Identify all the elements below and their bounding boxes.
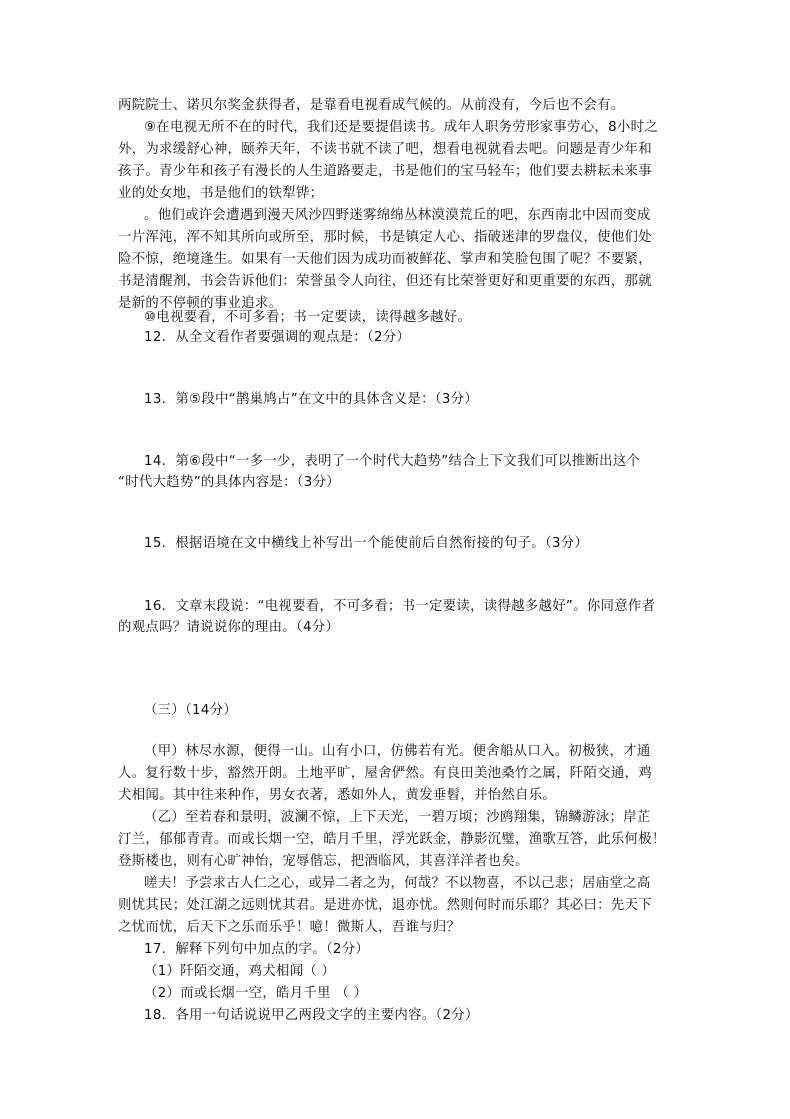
passage-yi-line: 汀兰，郁郁青青。而或长烟一空，皓月千里，浮光跃金，静影沉璧，渔歌互答，此乐何极！ (118, 832, 666, 847)
question-16-line2: 的观点吗？请说说你的理由。（4分） (118, 620, 340, 635)
blank-paragraph-line: 书是清醒剂，书会告诉他们：荣誉虽令人向往，但还有比荣誉更好和更重要的东西，那就 (118, 274, 652, 289)
passage-yi-line: 登斯楼也，则有心旷神怡，宠辱偕忘，把酒临风，其喜洋洋者也矣。 (118, 854, 529, 869)
question-12: 12．从全文看作者要强调的观点是：（2分） (144, 330, 411, 345)
section-heading: （三）（14分） (144, 703, 238, 718)
question-14-line1: 14．第⑥段中“一多一少，表明了一个时代大趋势”结合上下文我们可以推断出这个 (144, 454, 641, 469)
question-16-line1: 16．文章末段说：“电视要看，不可多看；书一定要读，读得越多越好”。你同意作者 (144, 599, 656, 614)
passage-jie-line: 之忧而忧，后天下之乐而乐乎！噫！微斯人，吾谁与归？ (118, 920, 461, 935)
question-13: 13．第⑤段中“鹊巢鸠占”在文中的具体含义是：（3分） (144, 392, 479, 407)
question-17-item-1: （1）阡陌交通，鸡犬相闻（ ） (144, 964, 336, 979)
passage-jie-line: 则忧其民；处江湖之远则忧其君。是进亦忧，退亦忧。然则何时而乐耶？其必曰：先天下 (118, 898, 652, 913)
paragraph-9-line: ⑨在电视无所不在的时代，我们还是要提倡读书。成年人职务劳形家事劳心，8小时之 (144, 120, 658, 135)
paragraph-9-line: 业的处女地，书是他们的铁犁铧； (118, 186, 324, 201)
passage-yi-line: （乙）至若春和景明，波澜不惊，上下天光，一碧万顷；沙鸥翔集，锦鳞游泳；岸芷 (144, 810, 651, 825)
blank-paragraph-line: 险不惊，绝境逢生。如果有一天他们因为成功而被鲜花、掌声和笑脸包围了呢？不要紧， (118, 252, 652, 267)
paragraph-10: ⑩电视要看，不可多看；书一定要读，读得越多越好。 (144, 310, 472, 325)
question-14-line2: “时代大趋势”的具体内容是：（3分） (118, 475, 340, 490)
question-17: 17．解释下列句中加点的字。（2分） (144, 942, 370, 957)
passage-jia-line: 犬相闻。其中往来种作，男女衣著，悉如外人，黄发垂髫，并怡然自乐。 (118, 788, 557, 803)
blank-paragraph-line: 。他们或许会遭遇到漫天风沙四野迷雾绵绵丛林漠漠荒丘的吧，东西南北中因而变成 (144, 208, 651, 223)
blank-paragraph-line: 一片浑沌，浑不知其所向或所至，那时候，书是镇定人心、指破迷津的罗盘仪，使他们处 (118, 230, 652, 245)
text-line: 两院院士、诺贝尔奖金获得者，是靠看电视看成气候的。从前没有，今后也不会有。 (118, 98, 625, 113)
paragraph-9-line: 孩子。青少年和孩子有漫长的人生道路要走，书是他们的宝马轻车；他们要去耕耘未来事 (118, 164, 652, 179)
question-17-item-2: （2）而或长烟一空，皓月千里 （ ） (144, 986, 368, 1001)
passage-jie-line: 嗟夫！予尝求古人仁之心，或异二者之为，何哉？不以物喜，不以己悲；居庙堂之高 (144, 876, 651, 891)
question-18: 18．各用一句话说说甲乙两段文字的主要内容。（2分） (144, 1008, 479, 1023)
blank-paragraph-line: 是新的不停顿的事业追求。 (118, 296, 283, 311)
question-15: 15．根据语境在文中横线上补写出一个能使前后自然衔接的句子。（3分） (144, 536, 589, 551)
passage-jia-line: 人。复行数十步，豁然开朗。土地平旷，屋舍俨然。有良田美池桑竹之属，阡陌交通，鸡 (118, 766, 652, 781)
paragraph-9-line: 外，为求缓舒心神，颐养天年，不读书就不读了吧，想看电视就看去吧。问题是青少年和 (118, 142, 652, 157)
passage-jia-line: （甲）林尽水源，便得一山。山有小口，仿佛若有光。便舍船从口入。初极狭，才通 (144, 744, 651, 759)
